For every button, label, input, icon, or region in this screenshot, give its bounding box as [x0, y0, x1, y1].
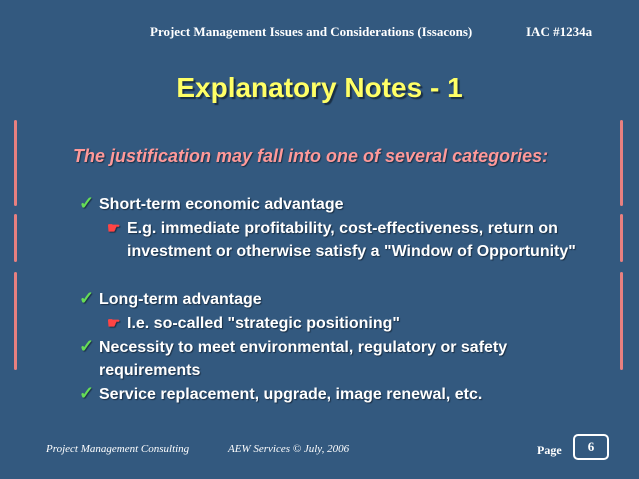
right-decor-bar [620, 120, 623, 206]
footer-company: Project Management Consulting [46, 443, 190, 455]
sub-bullet-text: I.e. so-called "strategic positioning" [127, 315, 400, 332]
sub-bullet-item [107, 312, 597, 335]
right-decor-bar [620, 272, 623, 370]
left-decor-bar [14, 272, 17, 370]
page-label: Page [537, 443, 562, 457]
right-decor-bar [620, 214, 623, 262]
pointing-hand-icon: ☛ [107, 220, 121, 237]
bullet-text: Service replacement, upgrade, image renewal, etc. [99, 386, 483, 403]
pointing-hand-icon: ☛ [107, 315, 121, 332]
left-decor-bar [14, 120, 17, 206]
check-icon: ✓ [79, 193, 95, 213]
bullet-item [79, 193, 599, 216]
check-icon: ✓ [79, 383, 95, 403]
bullet-item [79, 336, 579, 382]
bullet-item [79, 383, 599, 406]
left-decor-bar [14, 214, 17, 262]
sub-bullet-text: E.g. immediate profitability, cost-effectiveness, return on investment or otherwise satisfy a "Window of Opportunity" [127, 220, 576, 260]
bullet-text: Short-term economic advantage [99, 196, 344, 213]
check-icon: ✓ [79, 288, 95, 308]
footer-copyright: AEW Services © July, 2006 [228, 443, 350, 455]
bullet-item [79, 288, 599, 311]
slide-title: Explanatory Notes - 1 [176, 72, 463, 103]
header-title: Project Management Issues and Considerations (Issacons) [150, 24, 473, 39]
lead-text: The justification may fall into one of several categories: [73, 146, 549, 166]
sub-bullet-item [107, 217, 597, 263]
bullet-text: Necessity to meet environmental, regulatory or safety requirements [99, 339, 508, 379]
page-number: 6 [573, 434, 609, 460]
bullet-text: Long-term advantage [99, 291, 262, 308]
check-icon: ✓ [79, 336, 95, 356]
document-id: IAC #1234a [526, 24, 593, 39]
